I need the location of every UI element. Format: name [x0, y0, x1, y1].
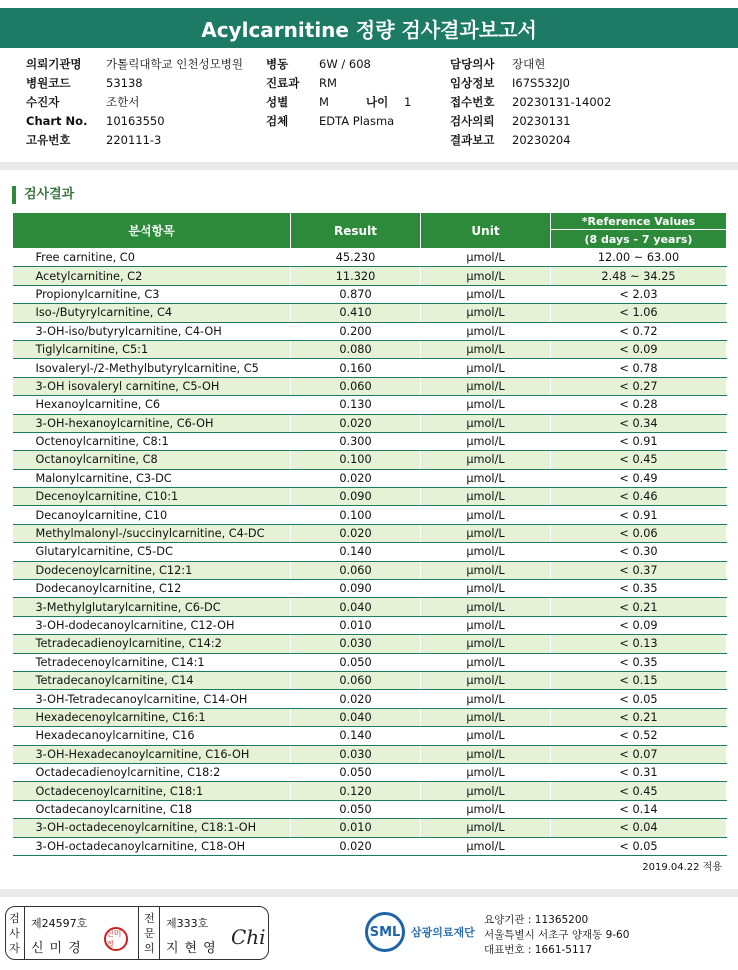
- info-row: [450, 112, 571, 130]
- result-value: 0.060: [291, 561, 421, 579]
- header-reference-range: (8 days - 7 years): [551, 230, 727, 249]
- info-row: [26, 131, 161, 149]
- tester-name: 신미경: [31, 941, 87, 956]
- info-label: 병원코드: [26, 76, 71, 90]
- table-row: [13, 580, 727, 598]
- result-value: 0.010: [291, 819, 421, 837]
- result-value: 0.040: [291, 598, 421, 616]
- unit-value: µmol/L: [421, 708, 551, 726]
- info-row-age: [366, 93, 411, 111]
- table-row: [13, 304, 727, 322]
- table-row: [13, 322, 727, 340]
- analyte-name: Octadecadienoylcarnitine, C18:2: [13, 763, 291, 781]
- info-label: Chart No.: [26, 114, 88, 128]
- divider: [0, 162, 738, 170]
- analyte-name: Decenoylcarnitine, C10:1: [13, 488, 291, 506]
- info-row: [26, 112, 165, 130]
- result-value: 0.200: [291, 322, 421, 340]
- result-value: 0.410: [291, 304, 421, 322]
- result-value: 0.040: [291, 708, 421, 726]
- unit-value: µmol/L: [421, 782, 551, 800]
- analyte-name: Hexadecenoylcarnitine, C16:1: [13, 708, 291, 726]
- result-value: 0.020: [291, 524, 421, 542]
- analyte-name: Iso-/Butyrylcarnitine, C4: [13, 304, 291, 322]
- info-value: 조한서: [106, 95, 140, 109]
- analyte-name: Tiglylcarnitine, C5:1: [13, 340, 291, 358]
- table-row: [13, 377, 727, 395]
- table-row: [13, 249, 727, 267]
- info-value: 장대현: [512, 57, 546, 71]
- reference-range: < 0.46: [551, 488, 727, 506]
- reference-range: < 0.07: [551, 745, 727, 763]
- info-row: [266, 55, 371, 73]
- table-row: [13, 524, 727, 542]
- unit-value: µmol/L: [421, 340, 551, 358]
- table-row: [13, 616, 727, 634]
- analyte-name: Glutarylcarnitine, C5-DC: [13, 543, 291, 561]
- info-label: 진료과: [266, 76, 300, 90]
- result-value: 0.010: [291, 616, 421, 634]
- result-value: 0.020: [291, 690, 421, 708]
- analyte-name: Methylmalonyl-/succinylcarnitine, C4-DC: [13, 524, 291, 542]
- reference-range: < 0.35: [551, 653, 727, 671]
- result-value: 0.090: [291, 488, 421, 506]
- org-address: 서울특별시 서초구 양재동 9-60: [484, 929, 630, 941]
- info-label: 접수번호: [450, 95, 495, 109]
- unit-value: µmol/L: [421, 745, 551, 763]
- result-value: 0.020: [291, 414, 421, 432]
- table-row: [13, 727, 727, 745]
- reference-range: < 0.78: [551, 359, 727, 377]
- result-value: 0.030: [291, 745, 421, 763]
- analyte-name: 3-OH-hexanoylcarnitine, C6-OH: [13, 414, 291, 432]
- analyte-name: 3-OH-Tetradecanoylcarnitine, C14-OH: [13, 690, 291, 708]
- table-row: [13, 488, 727, 506]
- info-value: M: [319, 95, 329, 109]
- table-row: [13, 469, 727, 487]
- result-value: 0.100: [291, 451, 421, 469]
- result-value: 0.100: [291, 506, 421, 524]
- reference-range: < 1.06: [551, 304, 727, 322]
- unit-value: µmol/L: [421, 800, 551, 818]
- table-row: [13, 782, 727, 800]
- doctor-license: 제333호: [166, 917, 209, 930]
- result-value: 0.090: [291, 580, 421, 598]
- reference-range: < 0.09: [551, 616, 727, 634]
- analyte-name: Malonylcarnitine, C3-DC: [13, 469, 291, 487]
- header-result: Result: [291, 213, 421, 249]
- unit-value: µmol/L: [421, 524, 551, 542]
- reference-range: < 0.31: [551, 763, 727, 781]
- tester-label: 검 사 자: [9, 912, 20, 955]
- report-title: Acylcarnitine 정량 검사결과보고서: [0, 8, 738, 48]
- table-row: [13, 837, 727, 855]
- unit-value: µmol/L: [421, 543, 551, 561]
- results-table: [12, 212, 727, 856]
- unit-value: µmol/L: [421, 469, 551, 487]
- table-row: [13, 506, 727, 524]
- unit-value: µmol/L: [421, 359, 551, 377]
- info-label: 병동: [266, 57, 289, 71]
- unit-value: µmol/L: [421, 819, 551, 837]
- reference-range: < 0.91: [551, 506, 727, 524]
- info-label: 성별: [266, 95, 289, 109]
- info-row: [266, 74, 337, 92]
- result-value: 0.120: [291, 782, 421, 800]
- info-label: 결과보고: [450, 133, 495, 147]
- info-value: 가톨릭대학교 인천성모병원: [106, 57, 243, 71]
- table-row: [13, 340, 727, 358]
- result-value: 0.050: [291, 763, 421, 781]
- info-value: RM: [319, 76, 337, 90]
- result-value: 0.020: [291, 469, 421, 487]
- reference-range: < 0.34: [551, 414, 727, 432]
- reference-range: < 0.91: [551, 432, 727, 450]
- table-row: [13, 635, 727, 653]
- org-info: [484, 913, 629, 958]
- result-value: 11.320: [291, 267, 421, 285]
- header-reference: *Reference Values: [551, 213, 727, 230]
- section-title: 검사결과: [12, 186, 74, 204]
- table-row: [13, 543, 727, 561]
- analyte-name: 3-OH-dodecanoylcarnitine, C12-OH: [13, 616, 291, 634]
- info-label: 의뢰기관명: [26, 57, 82, 71]
- unit-value: µmol/L: [421, 488, 551, 506]
- org-logo: [365, 912, 475, 952]
- reference-range: < 0.52: [551, 727, 727, 745]
- unit-value: µmol/L: [421, 690, 551, 708]
- footer-divider: [0, 889, 738, 897]
- unit-value: µmol/L: [421, 616, 551, 634]
- analyte-name: 3-OH-Hexadecanoylcarnitine, C16-OH: [13, 745, 291, 763]
- info-value: 220111-3: [106, 133, 162, 147]
- unit-value: µmol/L: [421, 598, 551, 616]
- table-row: [13, 819, 727, 837]
- reference-range: 12.00 ~ 63.00: [551, 249, 727, 267]
- reference-range: < 0.21: [551, 708, 727, 726]
- unit-value: µmol/L: [421, 304, 551, 322]
- info-row: [266, 112, 394, 130]
- reference-range: < 0.37: [551, 561, 727, 579]
- header-item: 분석항목: [13, 213, 291, 249]
- table-row: [13, 745, 727, 763]
- unit-value: µmol/L: [421, 377, 551, 395]
- unit-value: µmol/L: [421, 451, 551, 469]
- analyte-name: Octadecanoylcarnitine, C18: [13, 800, 291, 818]
- table-row: [13, 561, 727, 579]
- result-value: 45.230: [291, 249, 421, 267]
- info-label: 수진자: [26, 95, 60, 109]
- reference-range: < 0.30: [551, 543, 727, 561]
- reference-range: < 0.21: [551, 598, 727, 616]
- reference-range: < 0.45: [551, 782, 727, 800]
- unit-value: µmol/L: [421, 285, 551, 303]
- info-row: [26, 55, 243, 73]
- reference-range: < 0.49: [551, 469, 727, 487]
- result-value: 0.030: [291, 635, 421, 653]
- info-row: [266, 93, 329, 111]
- unit-value: µmol/L: [421, 727, 551, 745]
- unit-value: µmol/L: [421, 432, 551, 450]
- table-row: [13, 396, 727, 414]
- reference-range: < 0.13: [551, 635, 727, 653]
- org-code: 요양기관 : 11365200: [484, 914, 589, 926]
- info-row: [26, 93, 139, 111]
- unit-value: µmol/L: [421, 837, 551, 855]
- analyte-name: Decanoylcarnitine, C10: [13, 506, 291, 524]
- info-row: [450, 131, 571, 149]
- reference-range: < 0.15: [551, 671, 727, 689]
- tester-seal: 신미경: [104, 927, 128, 951]
- info-value: 20230204: [512, 133, 571, 147]
- info-label: 검체: [266, 114, 289, 128]
- doctor-name: 지현영: [166, 941, 222, 956]
- reference-range: < 0.06: [551, 524, 727, 542]
- result-value: 0.140: [291, 543, 421, 561]
- unit-value: µmol/L: [421, 580, 551, 598]
- footnote: 2019.04.22 적용: [642, 862, 722, 873]
- info-value: I67S532J0: [512, 76, 570, 90]
- sml-logo-icon: SML: [365, 912, 405, 952]
- unit-value: µmol/L: [421, 506, 551, 524]
- result-value: 0.300: [291, 432, 421, 450]
- header-unit: Unit: [421, 213, 551, 249]
- reference-range: < 0.14: [551, 800, 727, 818]
- divider: [159, 907, 160, 959]
- result-value: 0.060: [291, 377, 421, 395]
- analyte-name: Tetradecadienoylcarnitine, C14:2: [13, 635, 291, 653]
- table-row: [13, 598, 727, 616]
- analyte-name: Tetradecenoylcarnitine, C14:1: [13, 653, 291, 671]
- table-row: [13, 432, 727, 450]
- analyte-name: Tetradecanoylcarnitine, C14: [13, 671, 291, 689]
- table-row: [13, 285, 727, 303]
- unit-value: µmol/L: [421, 249, 551, 267]
- info-row: [450, 55, 545, 73]
- analyte-name: Hexadecanoylcarnitine, C16: [13, 727, 291, 745]
- org-phone: 대표번호 : 1661-5117: [484, 944, 593, 956]
- table-row: [13, 414, 727, 432]
- table-row: [13, 671, 727, 689]
- result-value: 0.870: [291, 285, 421, 303]
- reference-range: < 2.03: [551, 285, 727, 303]
- table-row: [13, 359, 727, 377]
- table-row: [13, 653, 727, 671]
- table-row: [13, 763, 727, 781]
- unit-value: µmol/L: [421, 635, 551, 653]
- reference-range: < 0.04: [551, 819, 727, 837]
- table-row: [13, 451, 727, 469]
- info-row: [26, 74, 143, 92]
- info-label: 검사의뢰: [450, 114, 495, 128]
- table-row: [13, 267, 727, 285]
- result-value: 0.130: [291, 396, 421, 414]
- table-row: [13, 708, 727, 726]
- analyte-name: 3-OH-octadecenoylcarnitine, C18:1-OH: [13, 819, 291, 837]
- reference-range: < 0.35: [551, 580, 727, 598]
- info-value: 10163550: [106, 114, 165, 128]
- info-value: 53138: [106, 76, 143, 90]
- unit-value: µmol/L: [421, 322, 551, 340]
- reference-range: < 0.05: [551, 837, 727, 855]
- unit-value: µmol/L: [421, 671, 551, 689]
- analyte-name: 3-OH-octadecanoylcarnitine, C18-OH: [13, 837, 291, 855]
- analyte-name: Octenoylcarnitine, C8:1: [13, 432, 291, 450]
- doctor-label: 전 문 의: [144, 912, 155, 955]
- result-value: 0.080: [291, 340, 421, 358]
- analyte-name: 3-OH-iso/butyrylcarnitine, C4-OH: [13, 322, 291, 340]
- analyte-name: Propionylcarnitine, C3: [13, 285, 291, 303]
- reference-range: < 0.27: [551, 377, 727, 395]
- info-value: 20230131-14002: [512, 95, 612, 109]
- info-row: [450, 93, 611, 111]
- result-value: 0.020: [291, 837, 421, 855]
- reference-range: < 0.09: [551, 340, 727, 358]
- analyte-name: Acetylcarnitine, C2: [13, 267, 291, 285]
- analyte-name: 3-Methylglutarylcarnitine, C6-DC: [13, 598, 291, 616]
- analyte-name: Isovaleryl-/2-Methylbutyrylcarnitine, C5: [13, 359, 291, 377]
- result-value: 0.140: [291, 727, 421, 745]
- info-label: 임상정보: [450, 76, 495, 90]
- info-label: 담당의사: [450, 57, 495, 71]
- analyte-name: 3-OH isovaleryl carnitine, C5-OH: [13, 377, 291, 395]
- unit-value: µmol/L: [421, 267, 551, 285]
- result-value: 0.050: [291, 653, 421, 671]
- age-label: 나이: [366, 95, 389, 109]
- unit-value: µmol/L: [421, 653, 551, 671]
- unit-value: µmol/L: [421, 763, 551, 781]
- signature-box: [5, 906, 269, 960]
- org-name: 삼광의료재단: [411, 926, 475, 939]
- tester-license: 제24597호: [31, 917, 88, 930]
- divider: [138, 907, 139, 959]
- reference-range: < 0.28: [551, 396, 727, 414]
- result-value: 0.050: [291, 800, 421, 818]
- info-value: 6W / 608: [319, 57, 371, 71]
- info-label: 고유번호: [26, 133, 71, 147]
- age-value: 1: [404, 95, 412, 109]
- doctor-signature: Chi: [231, 925, 266, 949]
- reference-range: 2.48 ~ 34.25: [551, 267, 727, 285]
- analyte-name: Dodecenoylcarnitine, C12:1: [13, 561, 291, 579]
- info-row: [450, 74, 570, 92]
- info-value: 20230131: [512, 114, 571, 128]
- unit-value: µmol/L: [421, 414, 551, 432]
- result-value: 0.160: [291, 359, 421, 377]
- divider: [24, 907, 25, 959]
- unit-value: µmol/L: [421, 561, 551, 579]
- unit-value: µmol/L: [421, 396, 551, 414]
- reference-range: < 0.72: [551, 322, 727, 340]
- analyte-name: Free carnitine, C0: [13, 249, 291, 267]
- analyte-name: Hexanoylcarnitine, C6: [13, 396, 291, 414]
- table-row: [13, 690, 727, 708]
- analyte-name: Octanoylcarnitine, C8: [13, 451, 291, 469]
- analyte-name: Dodecanoylcarnitine, C12: [13, 580, 291, 598]
- reference-range: < 0.05: [551, 690, 727, 708]
- reference-range: < 0.45: [551, 451, 727, 469]
- analyte-name: Octadecenoylcarnitine, C18:1: [13, 782, 291, 800]
- info-value: EDTA Plasma: [319, 114, 395, 128]
- result-value: 0.060: [291, 671, 421, 689]
- table-row: [13, 800, 727, 818]
